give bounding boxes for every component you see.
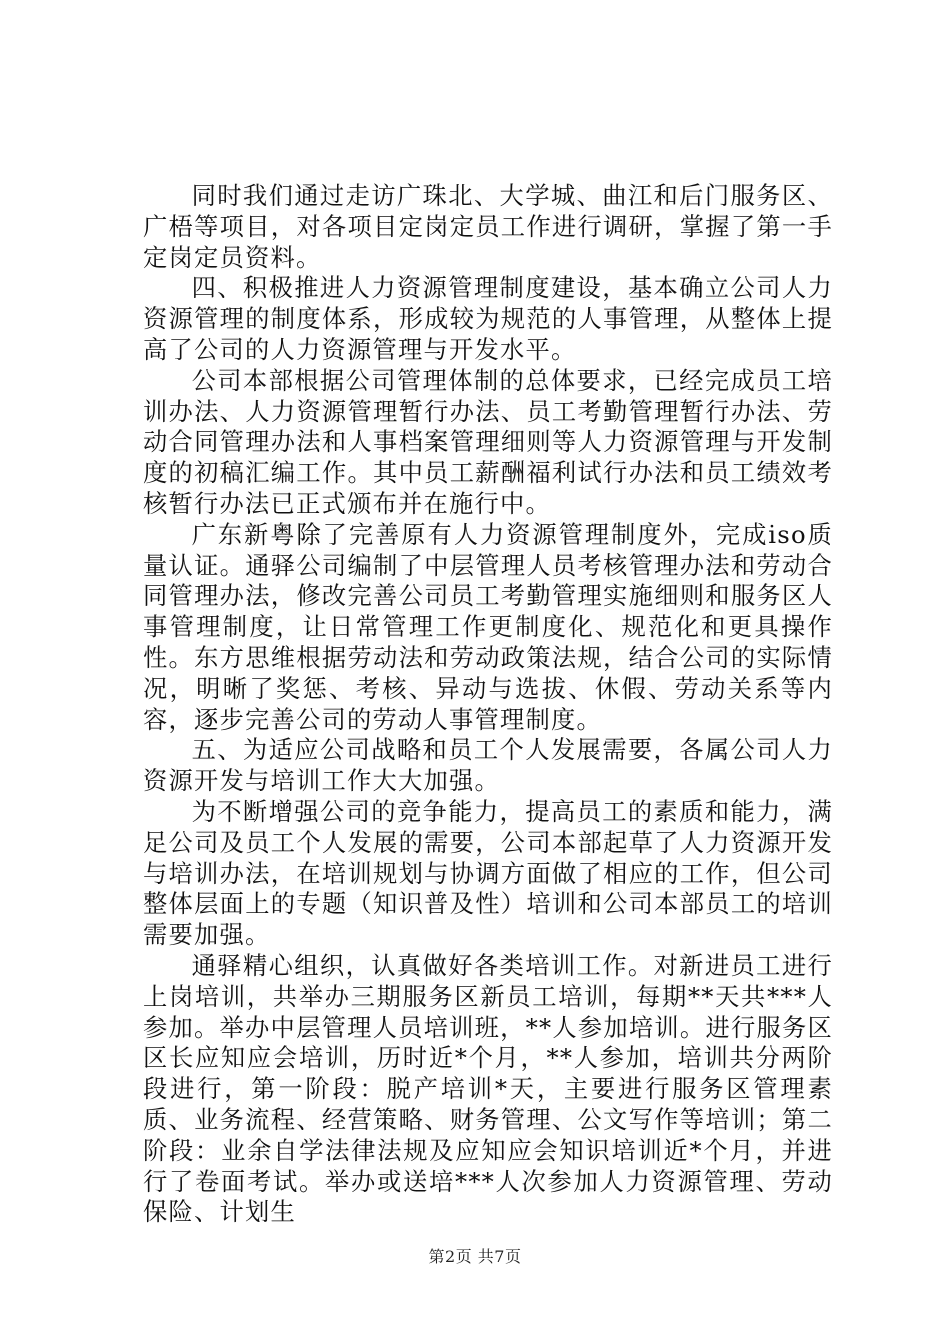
paragraph-6: 为不断增强公司的竞争能力，提高员工的素质和能力，满足公司及员工个人发展的需要，公司本部起草了人力资源开发与培训办法，在培训规划与协调方面做了相应的工作，但公司整体层面上的专题（知识普及性）培训和公司本部员工的培训需要加强。 [143, 796, 833, 950]
paragraph-5: 五、为适应公司战略和员工个人发展需要，各属公司人力资源开发与培训工作大大加强。 [143, 735, 833, 796]
paragraph-1: 同时我们通过走访广珠北、大学城、曲江和后门服务区、广梧等项目，对各项目定岗定员工作进行调研，掌握了第一手定岗定员资料。 [143, 181, 833, 272]
paragraph-3: 公司本部根据公司管理体制的总体要求，已经完成员工培训办法、人力资源管理暂行办法、员工考勤管理暂行办法、劳动合同管理办法和人事档案管理细则等人力资源管理与开发制度的初稿汇编工作。其中员工薪酬福利试行办法和员工绩效考核暂行办法已正式颁布并在施行中。 [143, 365, 833, 518]
page-footer: 第2页 共7页 [428, 1247, 522, 1266]
document-body [143, 181, 833, 1228]
paragraph-7: 通驿精心组织，认真做好各类培训工作。对新进员工进行上岗培训，共举办三期服务区新员工培训，每期**天共***人参加。举办中层管理人员培训班，**人参加培训。进行服务区区长应知应会培训，历时近*个月，**人参加，培训共分两阶段进行，第一阶段：脱产培训*天，主要进行服务区管理素质、业务流程、经营策略、财务管理、公文写作等培训；第二阶段：业余自学法律法规及应知应会知识培训近*个月，并进行了卷面考试。举办或送培***人次参加人力资源管理、劳动保险、计划生 [143, 950, 833, 1227]
paragraph-4: 广东新粤除了完善原有人力资源管理制度外，完成iso质量认证。通驿公司编制了中层管理人员考核管理办法和劳动合同管理办法，修改完善公司员工考勤管理实施细则和服务区人事管理制度，让日常管理工作更制度化、规范化和更具操作性。东方思维根据劳动法和劳动政策法规，结合公司的实际情况，明晰了奖惩、考核、异动与选拔、休假、劳动关系等内容，逐步完善公司的劳动人事管理制度。 [143, 519, 833, 734]
paragraph-2: 四、积极推进人力资源管理制度建设，基本确立公司人力资源管理的制度体系，形成较为规范的人事管理，从整体上提高了公司的人力资源管理与开发水平。 [143, 273, 833, 364]
